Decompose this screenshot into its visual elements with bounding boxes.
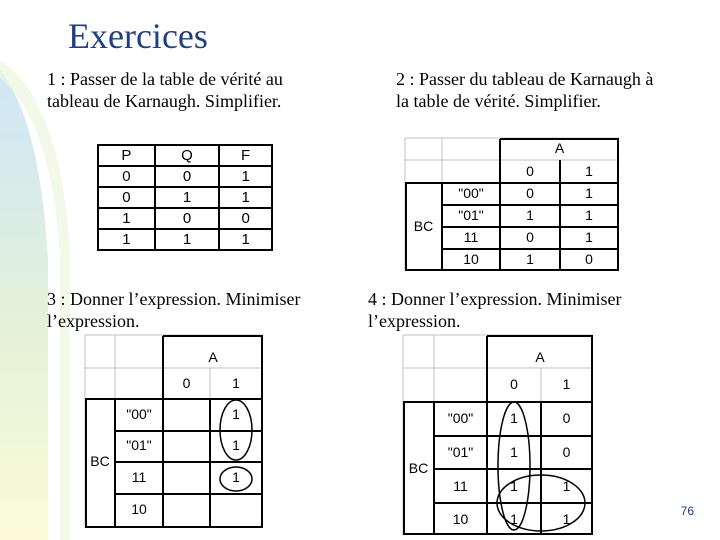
table-cell: 1: [98, 229, 155, 250]
karnaugh-map-ex2: [405, 138, 619, 271]
table-row: [98, 166, 272, 187]
table-cell: 1: [155, 229, 220, 250]
column-variable-label: A: [554, 140, 565, 156]
karnaugh-cell: 1: [232, 406, 240, 422]
row-label: "01": [458, 207, 484, 223]
row-label: "00": [447, 410, 474, 426]
row-label: "01": [447, 444, 474, 460]
karnaugh-cell: 1: [585, 207, 593, 223]
exercise-4-text: 4 : Donner l’expression. Minimiser l’expression.: [368, 289, 622, 331]
column-header-q: Q: [155, 145, 220, 166]
column-variable-label: A: [535, 349, 545, 365]
row-variable-label: BC: [413, 218, 434, 234]
karnaugh-cell: 0: [562, 444, 571, 460]
karnaugh-cell: 1: [585, 185, 593, 201]
table-row: [98, 208, 272, 229]
row-label: 10: [452, 511, 469, 527]
table-cell: 0: [155, 208, 220, 229]
table-cell: 1: [219, 187, 272, 208]
karnaugh-cell: 1: [510, 478, 518, 494]
row-label: "00": [126, 406, 152, 422]
row-label: "01": [126, 437, 152, 453]
table-header-row: [98, 145, 272, 166]
table-row: [98, 229, 272, 250]
table-cell: 1: [98, 208, 155, 229]
column-header-p: P: [98, 145, 155, 166]
column-label: 1: [562, 376, 571, 392]
row-label: 11: [463, 229, 479, 245]
karnaugh-cell: 1: [526, 251, 534, 267]
table-cell: 1: [219, 229, 272, 250]
row-label: 11: [131, 469, 147, 485]
column-label: 1: [585, 163, 593, 179]
karnaugh-cell: 0: [562, 410, 571, 426]
karnaugh-cell: 1: [510, 410, 518, 426]
karnaugh-map-ex4: [403, 335, 593, 535]
karnaugh-cell: 1: [585, 229, 593, 245]
row-variable-label: BC: [90, 453, 110, 469]
exercise-2-text: 2 : Passer du tableau de Karnaugh à la table de vérité. Simplifier.: [396, 69, 654, 111]
karnaugh-map-ex3: [85, 335, 263, 528]
karnaugh-cell: 0: [526, 185, 534, 201]
column-label: 0: [526, 163, 534, 179]
karnaugh-cell: 1: [562, 478, 571, 494]
karnaugh-cell: 1: [232, 437, 240, 453]
karnaugh-cell: 1: [510, 511, 518, 527]
page-number: 76: [680, 504, 694, 518]
table-cell: 0: [155, 166, 220, 187]
karnaugh-cell: 1: [562, 511, 571, 527]
column-label: 0: [510, 376, 518, 392]
column-variable-label: A: [208, 349, 218, 365]
column-label: 1: [232, 375, 240, 391]
truth-table-ex1: [97, 144, 273, 251]
karnaugh-cell: 0: [585, 251, 593, 267]
table-cell: 0: [98, 187, 155, 208]
table-cell: 1: [155, 187, 220, 208]
table-cell: 0: [98, 166, 155, 187]
column-label: 0: [182, 375, 191, 391]
karnaugh-cell: 1: [232, 469, 240, 485]
karnaugh-cell: 0: [526, 229, 534, 245]
slide-title: Exercices: [68, 16, 208, 56]
karnaugh-grid-ex4: [403, 335, 593, 535]
row-variable-label: BC: [408, 460, 429, 476]
exercise-3-text: 3 : Donner l’expression. Minimiser l’expression.: [47, 289, 301, 331]
row-label: 10: [463, 251, 479, 267]
karnaugh-cell: 1: [510, 444, 518, 460]
column-header-f: F: [219, 145, 272, 166]
exercise-1-text: 1 : Passer de la table de vérité au tableau de Karnaugh. Simplifier.: [47, 69, 283, 111]
row-label: 10: [131, 501, 147, 517]
table-row: [98, 187, 272, 208]
table-cell: 1: [219, 166, 272, 187]
row-label: "00": [458, 185, 484, 201]
table-cell: 0: [219, 208, 272, 229]
karnaugh-cell: 1: [526, 207, 534, 223]
row-label: 11: [453, 478, 468, 494]
